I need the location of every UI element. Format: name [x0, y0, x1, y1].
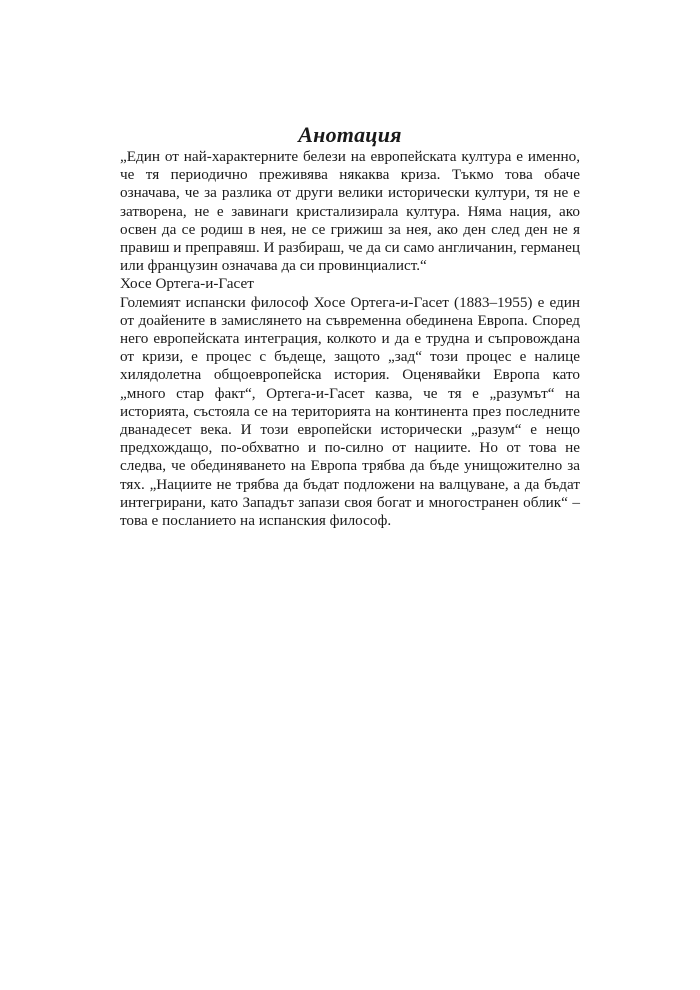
epigraph-quote: „Един от най-характерните белези на европейската култура е именно, че тя периодично преживява някаква криза. Тъкмо това обаче означава, че за разлика от други велики исторически култури, тя не е затворена, не е завинаги кристализирала култура. Няма нация, ако освен да се родиш в нея, не се грижиш за нея, ако ден след ден не я правиш и преправяш. И разбираш, че да си само англичанин, германец или французин означава да си провинциалист.“: [120, 148, 580, 275]
quote-author: Хосе Ортега-и-Гасет: [120, 275, 254, 293]
page-title: Анотация: [298, 122, 402, 147]
annotation-paragraph: Големият испански философ Хосе Ортега-и-Гасет (1883–1955) е един от доайените в замислянето на съвременна обединена Европа. Според него европейската интеграция, колкото и да е трудна и съпровождана от кризи, е процес с бъдеще, защото „зад“ този процес е налице хилядолетна общоевропейска история. Оценявайки Европа като „много стар факт“, Ортега-и-Гасет казва, че тя е „разумът“ на историята, състояла се на територията на континента през последните дванадесет века. И този европейски исторически „разум“ е нещо предхождащо, по-обхватно и по-силно от нациите. Но от това не следва, че обединяването на Европа трябва да бъде унищожително за тях. „Нациите не трябва да бъдат подложени на валцуване, а да бъдат интегрирани, като Западът запази своя богат и многостранен облик“ – това е посланието на испанския философ.: [120, 293, 580, 530]
annotation-text-block: [120, 148, 580, 530]
